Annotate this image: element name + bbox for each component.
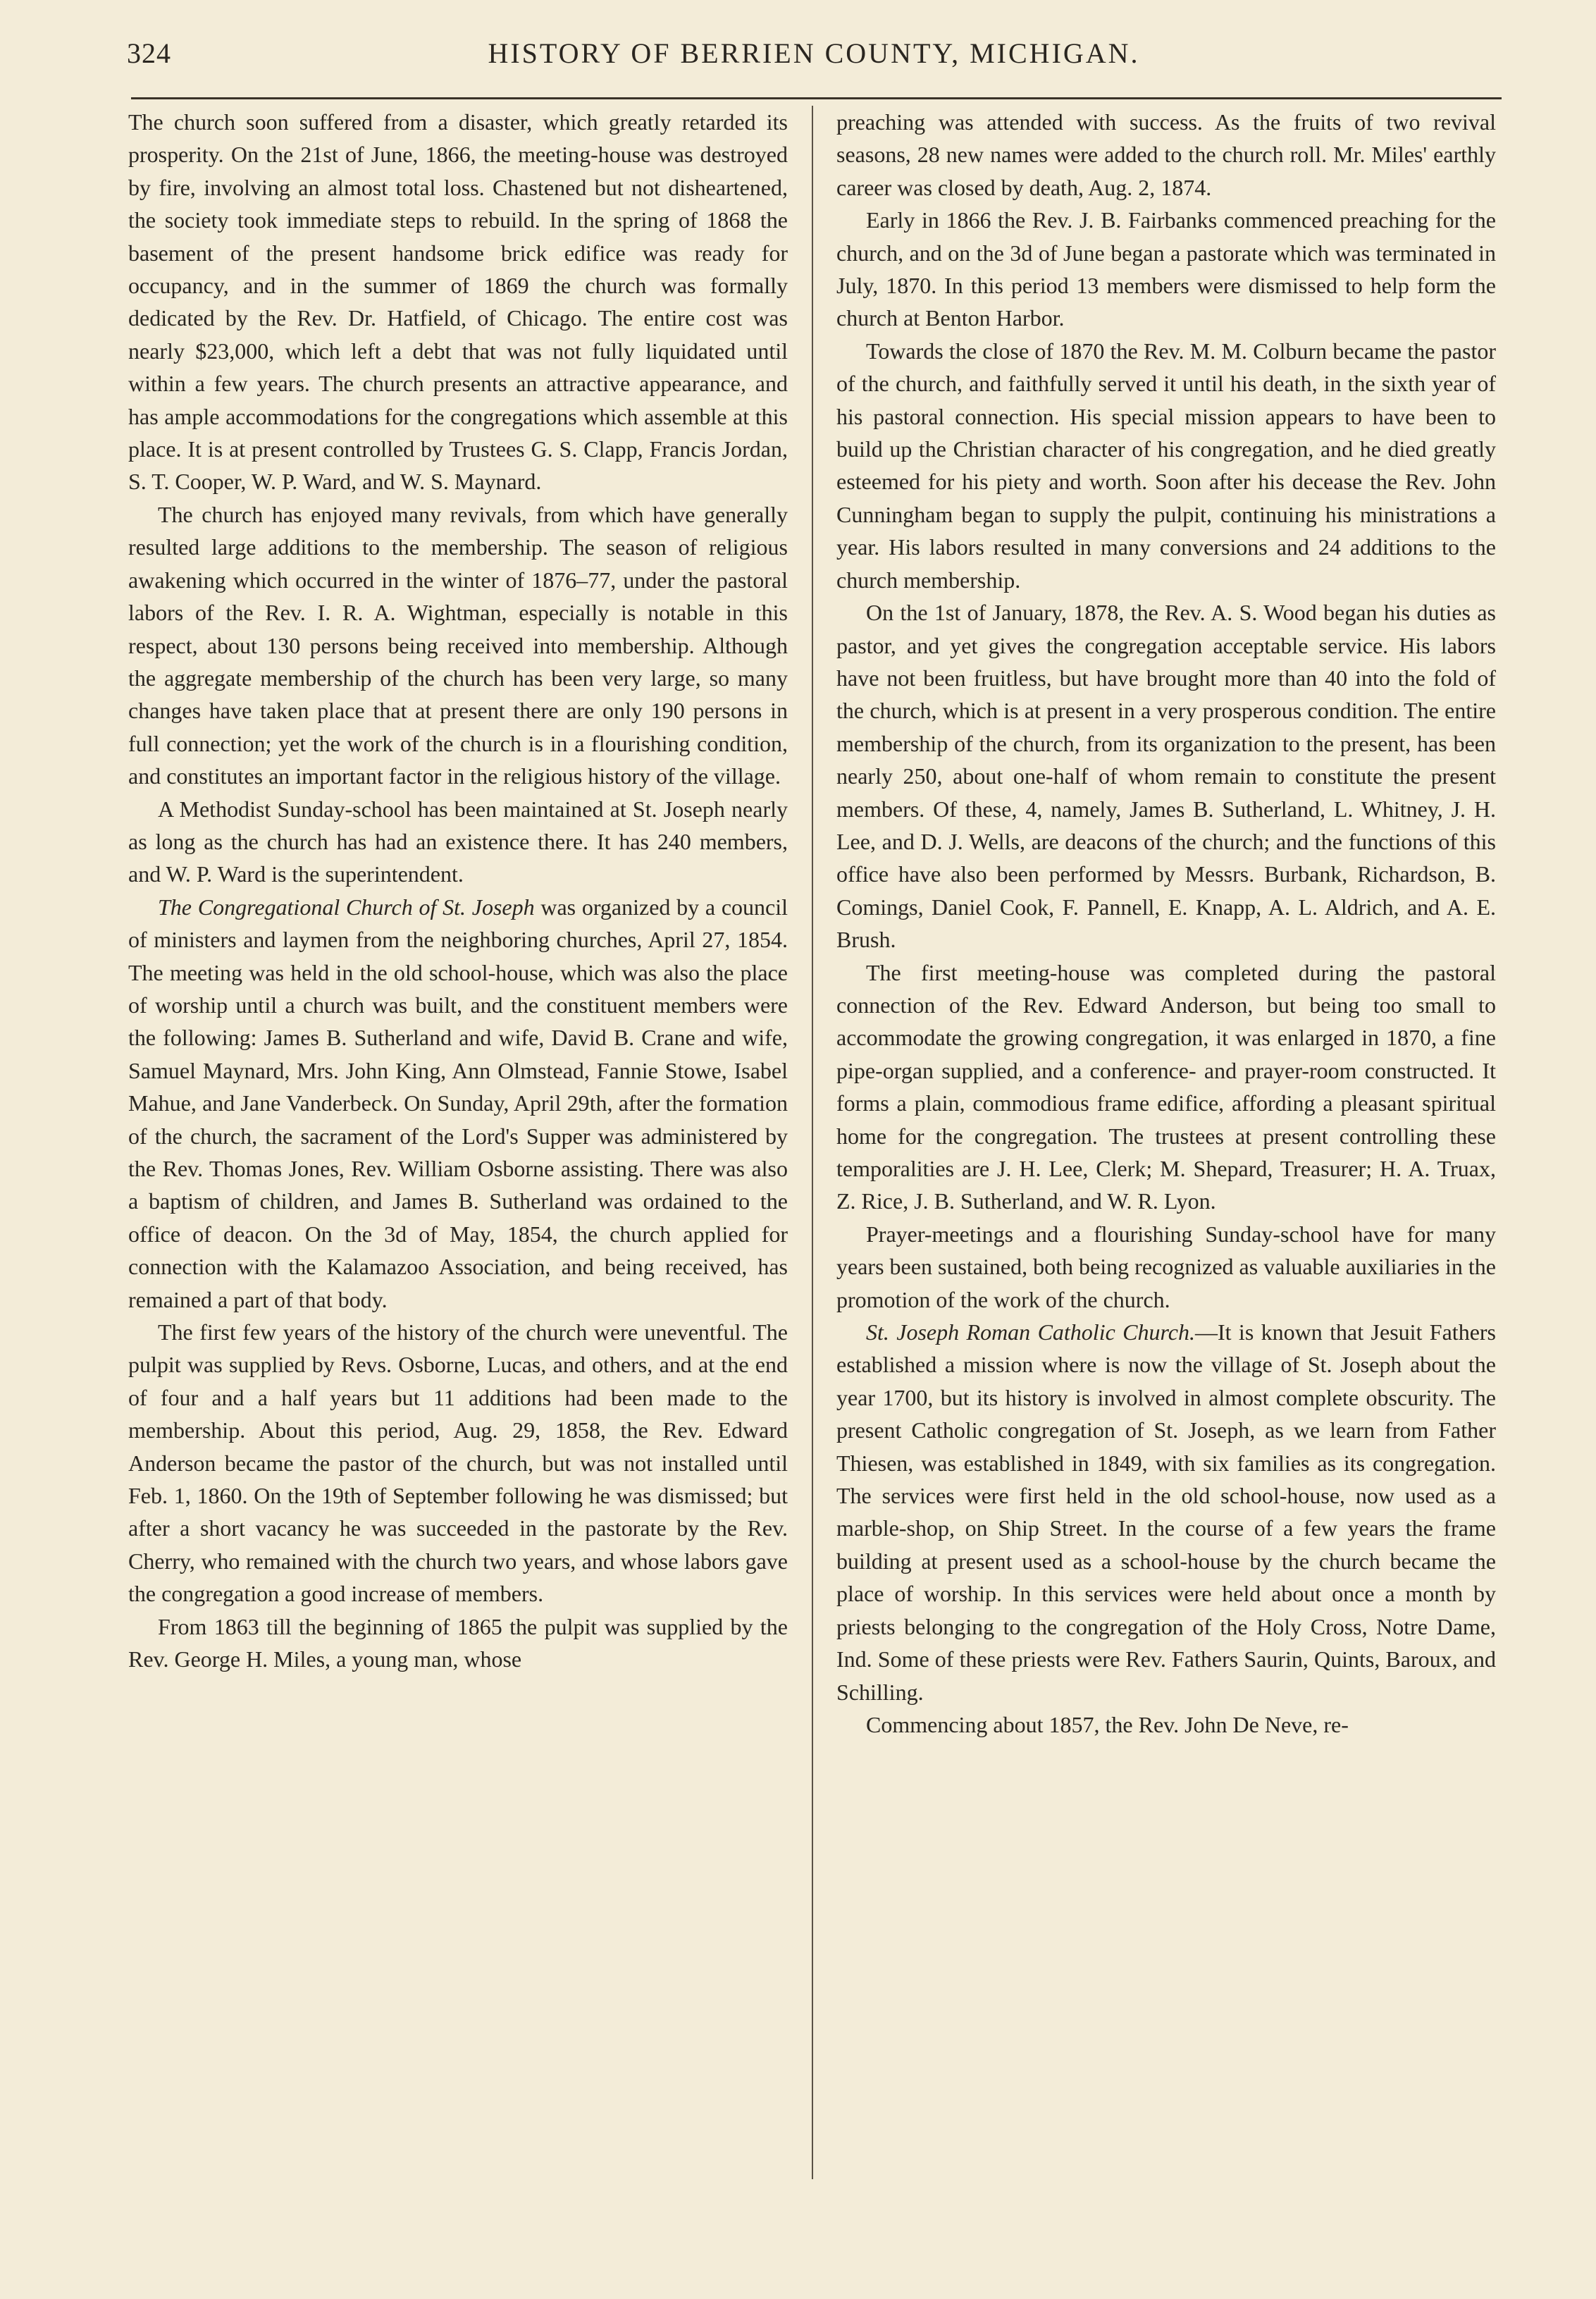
section-title: St. Joseph Roman Catholic Church.	[866, 1319, 1195, 1345]
paragraph: Commencing about 1857, the Rev. John De Neve, re-	[866, 1711, 1349, 1737]
page-header	[127, 37, 1501, 79]
paragraph: The church has enjoyed many revivals, from which have generally resulted large additions to the membership. The season of religious awakening which occurred in the winter of 1876–77, under the pastoral labors of the Rev. I. R. A. Wightman, especially is notable in this respect, about 130 persons being received into membership. Although the aggregate membership of the church has been very large, so many changes have taken place that at present there are only 190 persons in full connection; yet the work of the church is in a flourishing condition, and constitutes an important factor in the religious history of the village.	[128, 501, 788, 789]
paragraph-text: was organized by a council of ministers and laymen from the neighboring churches, April 27, 1854. The meeting was held in the old school-house, which was also the place of worship until a church was built, and the constituent members were the following: James B. Sutherland and wife, David B. Crane and wife, Samuel Maynard, Mrs. John King, Ann Olmstead, Fannie Stowe, Isabel Mahue, and Jane Vanderbeck. On Sunday, April 29th, after the formation of the church, the sacrament of the Lord's Supper was administered by the Rev. Thomas Jones, Rev. William Osborne assisting. There was also a baptism of children, and James B. Sutherland was ordained to the office of deacon. On the 3d of May, 1854, the church applied for connection with the Kalamazoo Association, and being received, has remained a part of that body.	[128, 894, 788, 1312]
left-column	[128, 106, 788, 1676]
paragraph: The first few years of the history of the church were uneventful. The pulpit was supplied by Revs. Osborne, Lucas, and others, and at the end of four and a half years but 11 additions had been made to the membership. About this period, Aug. 29, 1858, the Rev. Edward Anderson became the pastor of the church, but was not installed until Feb. 1, 1860. On the 19th of September following he was dismissed; but after a short vacancy he was succeeded in the pastorate by the Rev. Cherry, who remained with the church two years, and whose labors gave the congregation a good increase of members.	[128, 1319, 788, 1607]
paragraph: The church soon suffered from a disaster, which greatly retarded its prosperity. On the 21st of June, 1866, the meeting-house was destroyed by fire, involving an almost total loss. Chastened but not disheartened, the society took immediate steps to rebuild. In the spring of 1868 the basement of the present handsome brick edifice was ready for occupancy, and in the summer of 1869 the church was formally dedicated by the Rev. Dr. Hatfield, of Chicago. The entire cost was nearly $23,000, which left a debt that was not fully liquidated until within a few years. The church presents an attractive appearance, and has ample accommodations for the congregations which assemble at this place. It is at present controlled by Trustees G. S. Clapp, Francis Jordan, S. T. Cooper, W. P. Ward, and W. S. Maynard.	[128, 109, 788, 495]
paragraph: From 1863 till the beginning of 1865 the pulpit was supplied by the Rev. George H. Miles, a young man, whose	[128, 1613, 788, 1672]
header-rule	[131, 97, 1502, 99]
paragraph: Prayer-meetings and a flourishing Sunday-school have for many years been sustained, both being recognized as valuable auxiliaries in the promotion of the work of the church.	[836, 1221, 1496, 1312]
page-number: 324	[127, 37, 171, 69]
paragraph-text: —It is known that Jesuit Fathers established a mission where is now the village of St. Joseph about the year 1700, but its history is involved in almost complete obscurity. The present Catholic congregation of St. Joseph, as we learn from Father Thiesen, was established in 1849, with six families as its congregation. The services were first held in the old school-house, now used as a marble-shop, on Ship Street. In the course of a few years the frame building at present used as a school-house by the church became the place of worship. In this services were held about once a month by priests belonging to the congregation of the Holy Cross, Notre Dame, Ind. Some of these priests were Rev. Fathers Saurin, Quints, Baroux, and Schilling.	[836, 1319, 1497, 1705]
paragraph: On the 1st of January, 1878, the Rev. A. S. Wood began his duties as pastor, and yet gives the congregation acceptable service. His labors have not been fruitless, but have brought more than 40 into the fold of the church, which is at present in a very prosperous condition. The entire membership of the church, from its organization to the present, has been nearly 250, about one-half of whom remain to constitute the present members. Of these, 4, namely, James B. Sutherland, L. Whitney, J. H. Lee, and D. J. Wells, are deacons of the church; and the functions of this office have also been performed by Messrs. Burbank, Richardson, B. Comings, Daniel Cook, F. Pannell, E. Knapp, A. L. Aldrich, and A. E. Brush.	[836, 600, 1496, 953]
paragraph	[836, 1316, 1496, 1708]
paragraph: Towards the close of 1870 the Rev. M. M. Colburn became the pastor of the church, and faithfully served it until his death, in the sixth year of his pastoral connection. His special mission appears to have been to build up the Christian character of his congregation, and he died greatly esteemed for his piety and worth. Soon after his decease the Rev. John Cunningham began to supply the pulpit, continuing his ministrations a year. His labors resulted in many conversions and 24 additions to the church membership.	[836, 338, 1496, 593]
paragraph	[128, 891, 788, 1316]
paragraph: A Methodist Sunday-school has been maintained at St. Joseph nearly as long as the church has had an existence there. It has 240 members, and W. P. Ward is the superintendent.	[128, 796, 788, 887]
paragraph: Early in 1866 the Rev. J. B. Fairbanks commenced preaching for the church, and on the 3d of June began a pastorate which was terminated in July, 1870. In this period 13 members were dismissed to help form the church at Benton Harbor.	[836, 207, 1496, 331]
right-column	[836, 106, 1496, 1741]
section-title: The Congregational Church of St. Joseph	[158, 894, 535, 920]
running-title: HISTORY OF BERRIEN COUNTY, MICHIGAN.	[488, 37, 1140, 69]
paragraph: The first meeting-house was completed during the pastoral connection of the Rev. Edward Anderson, but being too small to accommodate the growing congregation, it was enlarged in 1870, a fine pipe-organ supplied, and a conference- and prayer-room constructed. It forms a plain, commodious frame edifice, affording a pleasant spiritual home for the congregation. The trustees at present controlling these temporalities are J. H. Lee, Clerk; M. Shepard, Treasurer; H. A. Truax, Z. Rice, J. B. Sutherland, and W. R. Lyon.	[836, 959, 1496, 1214]
column-divider	[812, 106, 813, 2179]
paragraph: preaching was attended with success. As the fruits of two revival seasons, 28 new names were added to the church roll. Mr. Miles' earthly career was closed by death, Aug. 2, 1874.	[836, 109, 1496, 200]
